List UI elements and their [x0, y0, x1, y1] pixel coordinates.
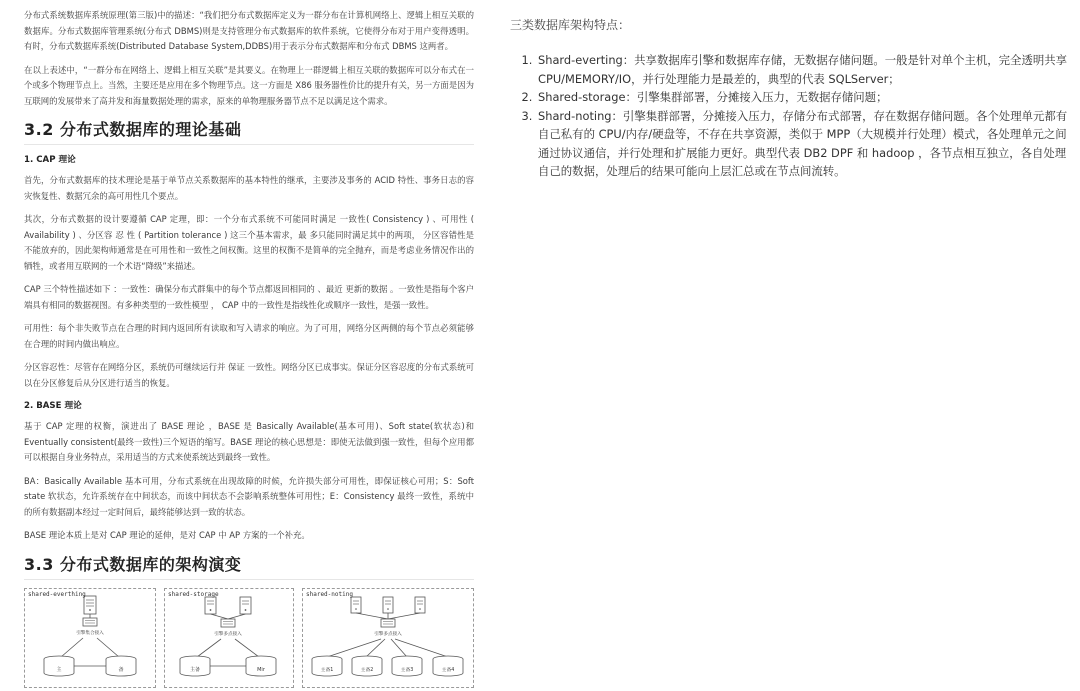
engine-label: 引擎集合接入 [76, 630, 104, 636]
engine-label: 引擎多点接入 [374, 631, 402, 637]
database-icon [246, 656, 276, 676]
database-icon [44, 656, 74, 676]
diagram-shared-everything-svg [25, 589, 155, 687]
cap-paragraph-4: 可用性：每个非失败节点在合理的时间内返回所有读取和写入请求的响应。为了可用，网络分区两侧的每个节点必须能够在合理的时间内做出响应。 [24, 323, 474, 349]
intro-paragraph-2: 在以上表述中，“一群分布在网络上、逻辑上相互关联”是其要义。在物理上一群逻辑上相互关联的数据库可以分布式在一个或多个物理节点上。当然，主要还是应用在多个物理节点。这一方面是 X86 服务器性价比的提升有关，另一方面是因为互联网的发展带来了高并发和海量数据处理的需求，原来的单物理服务器节点不足以满足这个需求。 [24, 64, 474, 106]
base-paragraph-1: 基于 CAP 定理的权衡，演进出了 BASE 理论 ，BASE 是 Basically Available(基本可用)、Soft state(软状态)和 Eventually consistent(最终一致性)三个短语的缩写。BASE 理论的核心思想是：即使无法做到强一致性，但每个应用都可以根据自身业务特点，采用适当的方式来使系统达到最终一致性。 [24, 421, 474, 462]
base-heading: 2. BASE 理论 [24, 401, 82, 411]
cap-paragraph-1: 首先，分布式数据库的技术理论是基于单节点关系数据库的基本特性的继承，主要涉及事务的 ACID 特性、事务日志的容灾恢复性、数据冗余的高可用性几个要点。 [24, 175, 474, 201]
left-column [24, 8, 474, 688]
cap-paragraph-5: 分区容忍性：尽管存在网络分区，系统仍可继续运行并 保证 一致性。网络分区已成事实。保证分区容忍度的分布式系统可以在分区修复后从分区进行适当的恢复。 [24, 362, 474, 388]
db-label: 主备1 [320, 667, 334, 673]
database-icon [352, 656, 382, 676]
cap-paragraph-2: 其次，分布式数据的设计要遵循 CAP 定理，即：一个分布式系统不可能同时满足 一致性( Consistency ) 、可用性 ( Availability ) 、分区容 忍 性 ( Partition tolerance ) 这三个基本需求，最 多只能同时满足其中的两项， 分区容错性是不能放弃的，因此架构师通常是在可用性和一致性之间权衡。这里的权衡不是简单的完全抛弃，而是考虑业务情况作出的牺牲，或者用互联网的一个术语“降级”来描述。 [24, 214, 474, 271]
db-label: 主备2 [360, 667, 374, 673]
engine-box [221, 619, 235, 627]
database-icon [433, 656, 463, 676]
server-icon [383, 597, 393, 613]
engine-box [381, 619, 395, 627]
db-label: 主备 [189, 666, 201, 673]
diagram-title: shared-noting [306, 590, 353, 598]
base-paragraph-3: BASE 理论本质上是对 CAP 理论的延伸，是对 CAP 中 AP 方案的一个补充。 [24, 530, 310, 540]
db-label: Mir [257, 666, 265, 673]
cap-heading: 1. CAP 理论 [24, 155, 76, 165]
diagram-shared-everything [24, 588, 156, 688]
diagram-shared-nothing [302, 588, 474, 688]
list-item: 2. Shared-storage：引擎集群部署，分摊接入压力，无数据存储问题； [536, 88, 1070, 107]
db-label: 备 [118, 666, 124, 673]
intro-paragraph-1: 分布式系统数据库系统原理(第三版)中的描述：“我们把分布式数据库定义为一群分布在计算机网络上、逻辑上相互关联的数据库。分布式数据库管理系统(分布式 DBMS)则是支持管理分布式数据库的软件系统，它使得分布对于用户变得透明。有时，分布式数据库系统(Distributed Database System,DDBS)用于表示分布式数据库和分布式 DBMS 这两者。 [24, 10, 474, 51]
server-icon [240, 597, 251, 614]
server-icon [205, 597, 216, 614]
diagram-title: shared-storage [168, 590, 219, 598]
database-icon [392, 656, 422, 676]
db-label: 主 [56, 666, 62, 673]
diagram-title: shared-everthing [28, 590, 86, 598]
section-title-3-3: 3.3 分布式数据库的架构演变 [24, 552, 474, 580]
list-item: 3. Shard-noting：引擎集群部署，分摊接入压力，存储分布式部署，存在数据存储问题。各个处理单元都有自己私有的 CPU/内存/硬盘等，不存在共享资源，类似于 MPP（大规模并行处理）模式，各处理单元之间通过协议通信，并行处理和扩展能力更好。典型代表 DB2 DPF 和 hadoop ，各节点相互独立，各自处理自己的数据，处理后的结果可能向上层汇总或在节点间流转。 [536, 107, 1070, 181]
database-icon [312, 656, 342, 676]
engine-box [83, 618, 97, 626]
diagram-shared-storage-svg [165, 589, 293, 687]
cap-paragraph-3: CAP 三个特性描述如下 ：一致性：确保分布式群集中的每个节点都返回相同的 、最近 更新的数据 。一致性是指每个客户端具有相同的数据视图。有多种类型的一致性模型 ， CAP 中的一致性是指线性化或顺序一致性，是强一致性。 [24, 284, 474, 310]
db-label: 主备3 [400, 667, 414, 673]
server-icon [415, 597, 425, 613]
db-label: 主备4 [441, 667, 455, 673]
diagram-shared-storage [164, 588, 294, 688]
architecture-types-title: 三类数据库架构特点： [510, 18, 631, 32]
architecture-diagrams [24, 588, 474, 688]
list-item: 1. Shard-everting：共享数据库引擎和数据库存储，无数据存储问题。一般是针对单个主机，完全透明共享 CPU/MEMORY/IO，并行处理能力是最差的，典型的代表 SQLServer； [536, 51, 1070, 88]
section-title-3-2: 3.2 分布式数据库的理论基础 [24, 117, 474, 145]
server-icon [84, 596, 96, 614]
right-column [510, 12, 1070, 181]
base-paragraph-2: BA：Basically Available 基本可用，分布式系统在出现故障的时候，允许损失部分可用性，即保证核心可用；S：Soft state 软状态，允许系统存在中间状态，而该中间状态不会影响系统整体可用性；E：Consistency 最终一致性，系统中的所有数据副本经过一定时间后，最终能够达到一致的状态。 [24, 475, 474, 517]
database-icon [180, 656, 210, 676]
diagram-shared-nothing-svg [303, 589, 473, 687]
server-icon [351, 597, 361, 613]
engine-label: 引擎多点接入 [214, 631, 242, 637]
architecture-types-list [510, 51, 1070, 181]
database-icon [106, 656, 136, 676]
